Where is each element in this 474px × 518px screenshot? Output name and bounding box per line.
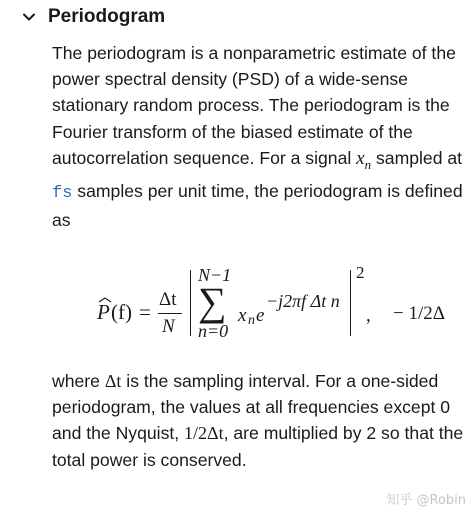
eq-term-x: x: [238, 305, 247, 326]
paragraph-text: The periodogram is a nonparametric estimate of the power spectral density (PSD) of a wide-sense stationary random process. The periodogram is the Fourier transform of the biased estimate of the autocorrelation sequence. For a signal: [52, 43, 456, 168]
section-title: Periodogram: [48, 6, 166, 27]
eq-frac-numerator: Δt: [159, 289, 177, 310]
section-header-periodogram[interactable]: [22, 4, 165, 30]
paragraph-text: is the sampling interval. For a one-sided periodogram, the values at all frequencies except 0 and the Nyquist,: [52, 371, 451, 444]
code-fs[interactable]: fs: [52, 183, 73, 203]
eq-sum-lower: n=0: [198, 321, 229, 341]
paragraph-text: samples per unit time, the periodogram is defined as: [52, 180, 463, 231]
abs-bar-left: [190, 270, 191, 336]
eq-term-e: e: [256, 305, 265, 326]
eq-term-n: n: [248, 313, 255, 328]
paragraph-text: where: [52, 371, 105, 391]
sampling-paragraph: [52, 368, 470, 473]
eq-sum-upper: N−1: [198, 265, 232, 285]
eq-range: − 1/2Δ: [393, 303, 445, 324]
nyquist-symbol: 1/2Δt: [184, 423, 224, 444]
watermark: 知乎 @Robin: [386, 493, 466, 508]
eq-sum-symbol: ∑: [198, 279, 227, 324]
chevron-down-icon[interactable]: [22, 10, 36, 24]
eq-equals: =: [139, 300, 151, 324]
description-paragraph: [52, 40, 470, 233]
delta-t-symbol: Δt: [104, 371, 122, 391]
eq-lhs-f: (f): [111, 300, 132, 324]
eq-exponent: −j2πf Δt n: [266, 291, 340, 311]
fraction-bar: [158, 313, 182, 314]
signal-variable: $x_n$: [356, 147, 372, 172]
eq-frac-denominator: N: [162, 316, 175, 337]
eq-comma: ,: [366, 305, 371, 326]
periodogram-equation: [0, 262, 474, 346]
paragraph-text: , are multiplied by 2 so that the total power is conserved.: [52, 423, 464, 470]
abs-bar-right: [350, 270, 351, 336]
eq-power: 2: [356, 263, 365, 282]
paragraph-text: sampled at: [371, 147, 463, 168]
eq-lhs-p: P: [97, 300, 110, 324]
